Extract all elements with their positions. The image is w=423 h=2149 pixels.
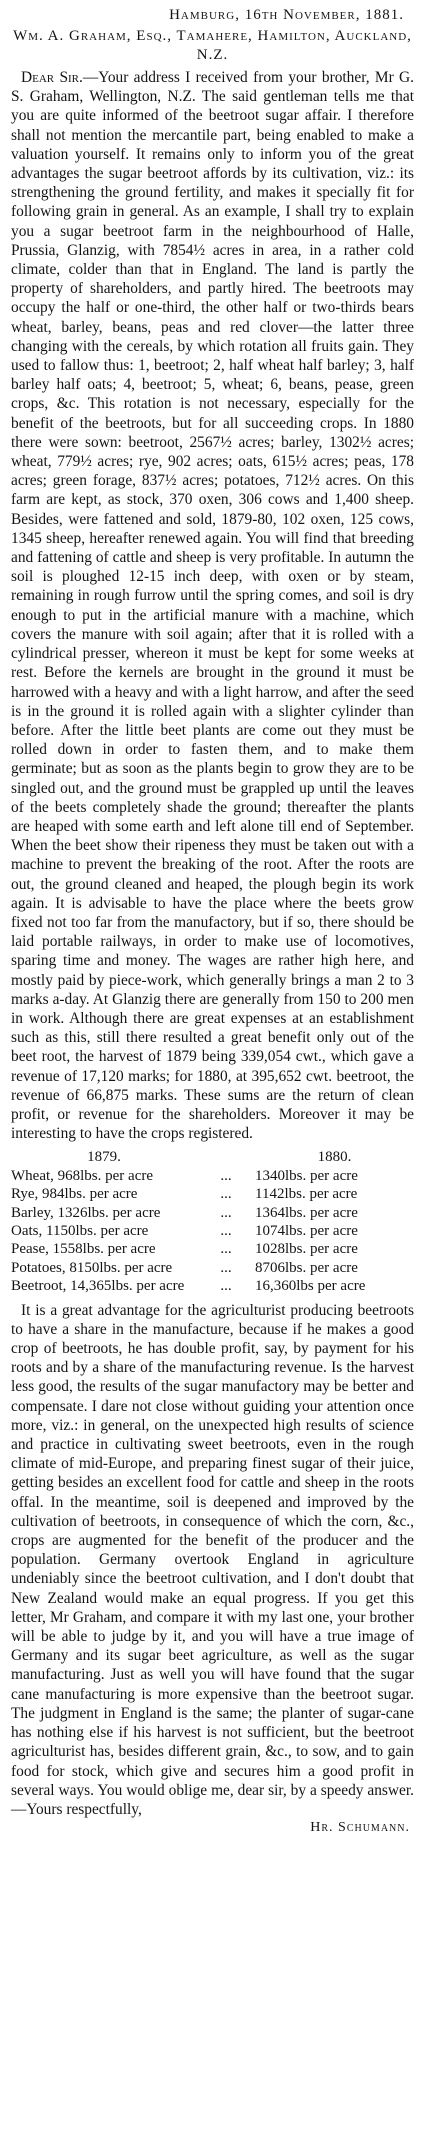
crop-1879-value: Pease, 1558lbs. per acre <box>11 1241 156 1258</box>
year-1880: 1880. <box>317 1149 352 1166</box>
crop-1879-value: Oats, 1150lbs. per acre <box>11 1223 149 1239</box>
crop-1880-value: 1028lbs. per acre <box>255 1241 358 1258</box>
crop-row-barley <box>11 1204 414 1222</box>
crop-1879-value: Potatoes, 8150lbs. per acre <box>11 1259 173 1276</box>
crop-1880-value: 8706lbs. per acre <box>255 1259 358 1276</box>
addressee: Wm. A. Graham, Esq., Tamahere, Hamilton, Auckland, N.Z. <box>13 28 412 63</box>
crop-1880-value: 16,360lbs per acre <box>255 1278 366 1295</box>
letter-body <box>11 68 414 1143</box>
salutation: Dear Sir. <box>21 69 83 86</box>
leader-dots: ... <box>220 1278 232 1295</box>
crop-row-wheat <box>11 1167 414 1185</box>
letter-closing <box>11 1301 414 1819</box>
leader-dots: ... <box>220 1241 232 1258</box>
crop-1880-value: 1364lbs. per acre <box>255 1204 358 1221</box>
crop-1879-value: Rye, 984lbs. per acre <box>11 1186 138 1203</box>
crop-1879-value: Beetroot, 14,365lbs. per acre <box>11 1278 185 1295</box>
signature: Hr. Schumann. <box>310 1820 410 1836</box>
crop-row-oats <box>11 1222 414 1240</box>
crop-row-pease <box>11 1240 414 1258</box>
leader-dots: ... <box>220 1259 232 1276</box>
crop-row-rye <box>11 1185 414 1203</box>
crop-1880-value: 1142lbs. per acre <box>255 1186 358 1203</box>
crop-1880-value: 1340lbs. per acre <box>255 1167 358 1184</box>
crops-table-header <box>11 1148 414 1166</box>
leader-dots: ... <box>220 1167 232 1184</box>
paragraph-1-text: —Your address I received from your brother, Mr G. S. Graham, Wellington, N.Z. The said gentleman tells me that you are quite informed of the beetroot sugar affair. I therefore shall not mention the mercantile part, being enabled to make a valuation yourself. It remains only to inform you of the great advantages the sugar beetroot affords by its cultivation, viz.: its strengthening the ground fertility, and makes it specially fit for following grain in general. As an example, I shall try to explain you a sugar beetroot farm in the neighbourhood of Halle, Prussia, Glanzig, with 7854½ acres in area, in a rather cold climate, colder than that in England. The land is partly the property of shareholders, and partly hired. The beetroots may occupy the half or one-third, the other half or two-thirds bears wheat, barley, beans, peas and red clover—the latter three changing with the cereals, by which rotation all fruits gain. They used to fallow thus: 1, beetroot; 2, half wheat half barley; 3, half barley half oats; 4, beetroot; 5, wheat; 6, beans, pease, green crops, &c. This rotation is not necessary, especially for the benefit of the beetroots, but for all succeeding crops. In 1880 there were sown: beetroot, 2567½ acres; barley, 1302½ acres; wheat, 779½ acres; rye, 902 acres; oats, 615½ acres; peas, 178 acres; green forage, 837½ acres; potatoes, 712½ acres. On this farm are kept, as stock, 370 oxen, 306 cows and 1,400 sheep. Besides, were fattened and sold, 1879-80, 102 oxen, 125 cows, 1345 sheep, hereafter renewed again. You will find that breeding and fattening of cattle and sheep is very profitable. In autumn the soil is ploughed 12-15 inch deep, with oxen or by steam, remaining in rough furrow until the spring comes, and soil is dry enough to put in the artificial manure with a machine, which covers the manure with soil again; after that it is rolled with a cylindrical presser, whereon it must be kept for some weeks at rest. Before the kernels are brought in the ground it must be harrowed with a heavy and with a light harrow, and after the seed is in the ground it is rolled again with a slighter cylinder than before. After the little beet plants are come out they must be rolled down in order to fasten them, and to make them germinate; but as soon as the plants begin to grow they are to be singled out, and the ground must be grappled up until the leaves of the beets completely shade the ground; thereafter the plants are heaped with some earth and left alone till end of September. When the beet show their ripeness they must be taken out with a machine to prevent the breaking of the root. After the roots are out, the ground cleaned and heaped, the plough begin its work again. It is advisable to have the place where the beets grow fixed not too far from the manufactory, but if so, there should be laid portable railways, in order to make use of locomotives, sparing time and money. The wages are rather high here, and mostly paid by piece-work, which generally brings a man 2 to 3 marks a-day. At Glanzig there are generally from 150 to 200 men in work. Although there are great expenses at an establishment such as this, still there resulted a great benefit only out of the beet root, the harvest of 1879 being 339,054 cwt., which gave a revenue of 17,120 marks; for 1880, at 395,652 cwt. beetroot, the revenue of 66,875 marks. These sums are the return of clean profit, or revenue for the shareholders. Moreover it may be interesting to have the crops registered. <box>11 69 414 1143</box>
leader-dots: ... <box>220 1186 232 1203</box>
leader-dots: ... <box>220 1204 232 1221</box>
paragraph-1 <box>11 68 414 1143</box>
crop-1879-value: Wheat, 968lbs. per acre <box>11 1167 154 1184</box>
crop-row-potatoes <box>11 1259 414 1277</box>
crop-1879-value: Barley, 1326lbs. per acre <box>11 1204 161 1221</box>
paragraph-2: It is a great advantage for the agriculturist producing beetroots to have a share in the manufacture, because if he makes a good crop of beetroots, he has double profit, say, by payment for his roots and by a share of the manufacturing revenue. Is the harvest less good, the results of the sugar manufactory may be better and compensate. I dare not close without guiding your attention once more, viz.: in general, on the unexpected high results of science and practice in cultivating sweet beetroots, even in the rough climate of mid-Europe, and preparing finest sugar of their juice, getting besides an excellent food for cattle and sheep in the roots offal. In the meantime, soil is deepened and improved by the cultivation of beetroots, in consequence of which the corn, &c., crops are augmented for the benefit of the producer and the population. Germany overtook England in agriculture undeniably since the beetroot cultivation, and I don't doubt that New Zealand would make an equal progress. If you get this letter, Mr Graham, and compare it with my last one, your brother will be able to judge by it, and you will have a true image of Germany and its sugar beet agriculture, as well as the sugar manufacturing. Just as well you will have found that the sugar cane manufacturing is more expensive than the beetroot sugar. The judgment in England is the same; the planter of sugar-cane has nothing else if his harvest is not sufficient, but the beetroot agriculturist has, besides different grain, &c., to sow, and to gain food for stock, which give and secures him a good profit in several ways. You would oblige me, dear sir, by a speedy answer.—Yours respectfully, <box>11 1301 414 1818</box>
leader-dots: ... <box>220 1223 232 1239</box>
dateline-text: Hamburg, 16th November, 1881. <box>169 7 404 23</box>
year-1879: 1879. <box>87 1149 121 1166</box>
crop-row-beetroot <box>11 1277 414 1295</box>
dateline <box>11 5 414 26</box>
crop-1880-value: 1074lbs. per acre <box>255 1223 358 1239</box>
crops-table <box>11 1148 414 1295</box>
